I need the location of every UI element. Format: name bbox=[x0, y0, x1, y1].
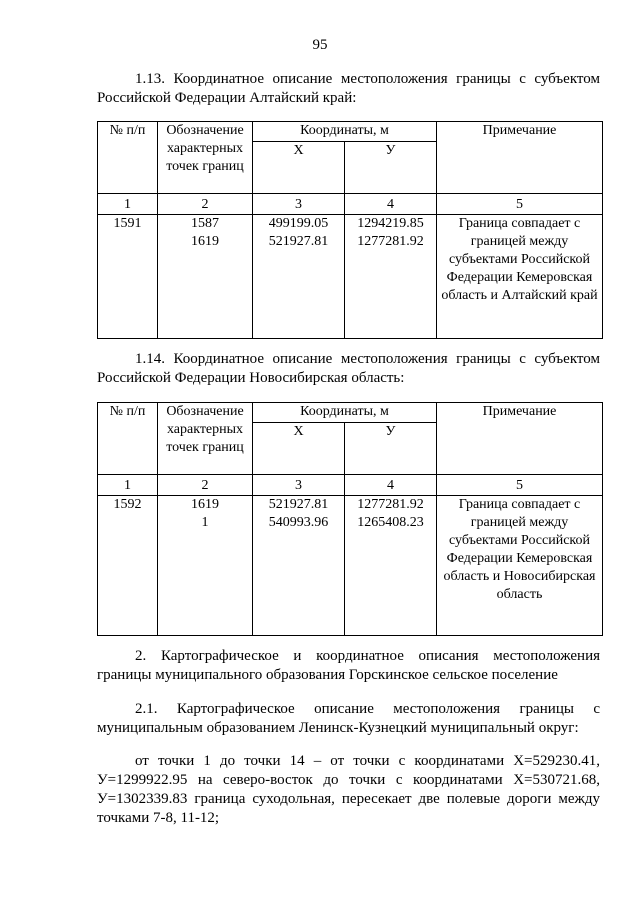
section-1-14-heading: 1.14. Координатное описание местоположения границы с субъектом Российской Федерации Новосибирская область: bbox=[97, 351, 600, 386]
header-num: № п/п bbox=[98, 122, 158, 194]
col-number-5: 5 bbox=[437, 194, 603, 215]
col-number-2: 2 bbox=[158, 475, 253, 496]
section-2-heading: 2. Картографическое и координатное описания местоположения границы муниципального образования Горскинское сельское поселение bbox=[97, 648, 600, 683]
x-value: 499199.05 bbox=[268, 216, 329, 231]
row-y bbox=[345, 496, 437, 636]
header-x: Х bbox=[253, 423, 345, 475]
point-from: 1587 bbox=[191, 216, 219, 231]
row-num: 1591 bbox=[98, 215, 158, 339]
x-value: 540993.96 bbox=[268, 515, 329, 530]
header-coordinates: Координаты, м bbox=[253, 122, 437, 142]
point-from: 1619 bbox=[191, 497, 219, 512]
header-y: У bbox=[345, 142, 437, 194]
header-x: Х bbox=[253, 142, 345, 194]
row-points bbox=[158, 215, 253, 339]
table-row bbox=[98, 496, 603, 636]
row-note: Граница совпадает с границей между субъектами Российской Федерации Кемеровская область и Алтайский край bbox=[437, 215, 603, 339]
header-num: № п/п bbox=[98, 403, 158, 475]
y-value: 1265408.23 bbox=[357, 515, 424, 530]
row-y bbox=[345, 215, 437, 339]
col-number-4: 4 bbox=[345, 475, 437, 496]
y-value: 1277281.92 bbox=[357, 234, 424, 249]
table-altai-border bbox=[97, 121, 603, 339]
header-note: Примечание bbox=[437, 403, 603, 475]
section-2-1-text: от точки 1 до точки 14 – от точки с координатами Х=529230.41, У=1299922.95 на северо-восток до точки с координатами Х=530721.68, У=1302339.83 граница суходольная, пересекает две полевые дороги между точками 7-8, 11-12; bbox=[97, 753, 600, 826]
x-value: 521927.81 bbox=[268, 497, 329, 512]
x-value: 521927.81 bbox=[268, 234, 329, 249]
row-note: Граница совпадает с границей между субъектами Российской Федерации Кемеровская область и Новосибирская область bbox=[437, 496, 603, 636]
section-2-1-heading: 2.1. Картографическое описание местоположения границы с муниципальным образованием Ленинск-Кузнецкий муниципальный округ: bbox=[97, 701, 600, 736]
col-number-1: 1 bbox=[98, 475, 158, 496]
point-to: 1619 bbox=[191, 234, 219, 249]
row-x bbox=[253, 496, 345, 636]
page-number: 95 bbox=[312, 37, 328, 53]
point-to: 1 bbox=[201, 515, 209, 530]
table-novosibirsk-border bbox=[97, 402, 603, 636]
col-number-5: 5 bbox=[437, 475, 603, 496]
table-row bbox=[98, 215, 603, 339]
header-coordinates: Координаты, м bbox=[253, 403, 437, 423]
header-note: Примечание bbox=[437, 122, 603, 194]
header-y: У bbox=[345, 423, 437, 475]
col-number-3: 3 bbox=[253, 194, 345, 215]
y-value: 1277281.92 bbox=[357, 497, 424, 512]
header-designation: Обозначение характерных точек границ bbox=[158, 122, 253, 194]
row-x bbox=[253, 215, 345, 339]
col-number-4: 4 bbox=[345, 194, 437, 215]
row-num: 1592 bbox=[98, 496, 158, 636]
col-number-2: 2 bbox=[158, 194, 253, 215]
section-1-13-heading: 1.13. Координатное описание местоположения границы с субъектом Российской Федерации Алтайский край: bbox=[97, 71, 600, 106]
row-points bbox=[158, 496, 253, 636]
header-designation: Обозначение характерных точек границ bbox=[158, 403, 253, 475]
y-value: 1294219.85 bbox=[357, 216, 424, 231]
col-number-1: 1 bbox=[98, 194, 158, 215]
col-number-3: 3 bbox=[253, 475, 345, 496]
